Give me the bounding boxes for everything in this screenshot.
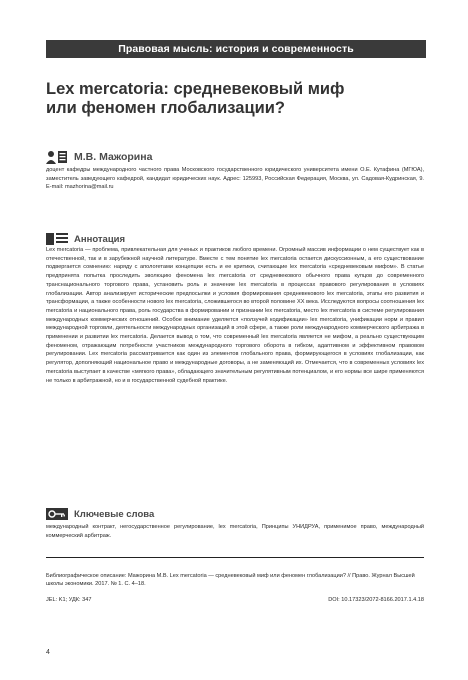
annotation-heading [46, 232, 125, 246]
key-icon [46, 507, 68, 521]
annotation-label: Аннотация [74, 233, 126, 245]
title-line-1: Lex mercatoria: средневековый миф [46, 80, 345, 98]
article-title [46, 80, 426, 118]
person-icon [46, 150, 68, 164]
rubric-label: Правовая мысль: история и современность [118, 43, 354, 55]
author-affiliation: доцент кафедры международного частного права Московского государственного юридического университета имени О.Е. Кутафина (МГЮА), заместитель заведующего кафедрой, кандидат юридических наук. Адрес: 125993, Российская Федерация, Москва, ул. Садовая-Кудринская, 9. E-mail: mazhorina@mail.ru [46, 167, 424, 191]
keywords-heading [46, 507, 154, 521]
title-line-2: или феномен глобализации? [46, 99, 285, 117]
bibliographic-citation: Библиографическое описание: Мажорина М.В. Lex mercatoria — средневековый миф или феномен глобализации? // Право. Журнал Высшей школы экономики. 2017. № 1. С. 4–18. [46, 573, 415, 587]
annotation-text: Lex mercatoria — проблема, привлекательная для ученых и практиков любого времени. Огромный массив информации о нем существует как в отечественной, так и в зарубежной научной литературе. Вместе с тем понятие lex mercatoria остается дискуссионным, а его существование подвергается сомнению: наряду с апологетами концепции есть и ее критики, считающие lex mercatoria «средневековым мифом». В статье предпринята попытка проследить эволюцию феномена lex mercatoria от средневекового обычного права купцов до современного транснационального торгового права, установить роль и значение lex mercatoria в процессах правового регулирования в условиях глобализации. Автор анализирует исторические предпосылки и условия формирования средневекового lex mercatoria, этапы его развития и трансформации, а также особенности нового lex mercatoria, сложившегося во второй половине XX века. Исследуются вопросы соотношения lex mercatoria и национального права, роль государства в формировании и признании lex mercatoria, место lex mercatoria в системе регулирования международных коммерческих отношений. Особое внимание уделяется «ползучей кодификации» lex mercatoria, унификации норм и правил международной торговли, деятельности международных организаций в этой сфере, а также роли международного коммерческого арбитража в применении и развитии lex mercatoria. Делается вывод о том, что современный lex mercatoria является не мифом, а реально существующим феноменом, отражающим потребности участников международного торгового оборота в гибком, адаптивном и эффективном правовом регулировании. Lex mercatoria рассматривается как один из элементов глобального права, формирующегося в условиях глобализации, как регулятор, дополняющий национальное право и международные договоры, а не заменяющий их. Отмечается, что в современных условиях lex mercatoria выступает в качестве «мягкого права», обладающего значительным регулятивным потенциалом, и его нормы все шире применяются не только в арбитражной, но и в государственной судебной практике. [46, 247, 424, 384]
identifier-row [46, 597, 424, 603]
keywords-label: Ключевые слова [74, 508, 155, 520]
author-name: М.В. Мажорина [74, 151, 153, 163]
author-heading [46, 150, 152, 164]
journal-rubric-bar [46, 40, 426, 58]
doi-code: DOI: 10.17323/2072-8166.2017.1.4.18 [328, 597, 424, 603]
udc-code: JEL: K1; УДК: 347 [46, 597, 92, 603]
page-number: 4 [46, 649, 50, 656]
keywords-text: международный контракт, негосударственное регулирование, lex mercatoria, Принципы УНИДРУА, применимое право, международный коммерческий арбитраж. [46, 524, 424, 539]
document-lines-icon [46, 232, 68, 246]
divider-line [46, 557, 424, 558]
